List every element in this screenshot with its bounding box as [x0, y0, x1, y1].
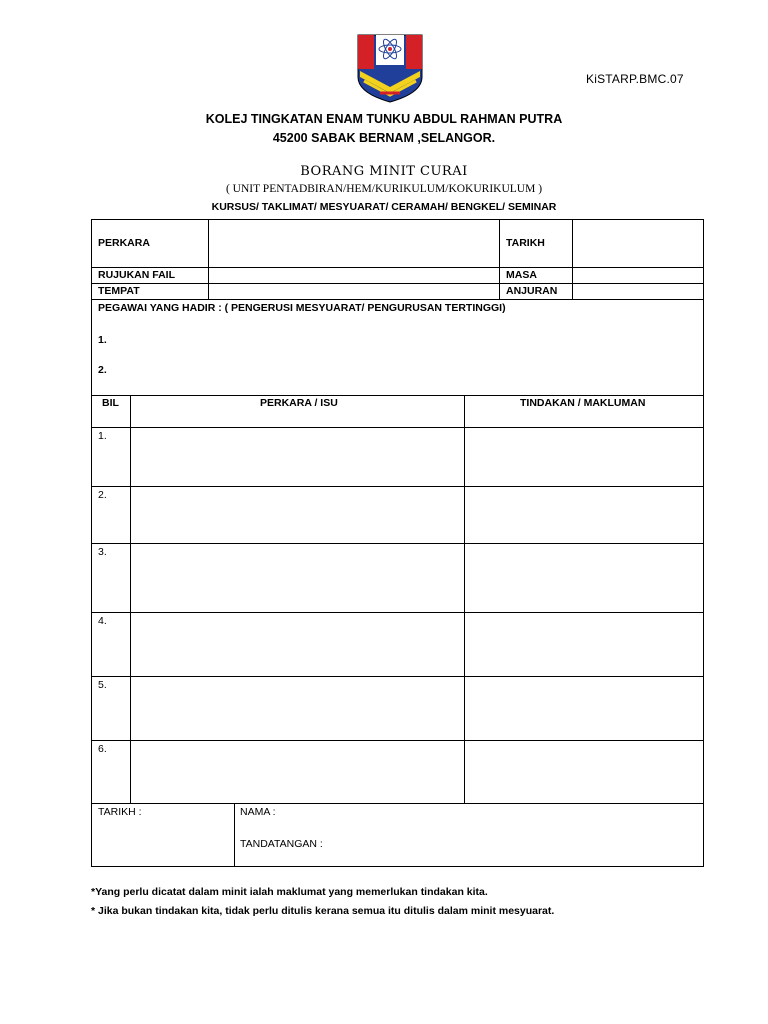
label-tarikh: TARIKH	[506, 237, 545, 249]
row-number: 1.	[98, 430, 107, 442]
college-name: KOLEJ TINGKATAN ENAM TUNKU ABDUL RAHMAN PUTRA	[205, 112, 563, 126]
attendee-item: 1.	[98, 334, 107, 346]
tempat-input-field[interactable]	[210, 284, 498, 298]
form-unit-line: ( UNIT PENTADBIRAN/HEM/KURIKULUM/KOKURIKULUM )	[225, 183, 543, 195]
document-reference-code: KiSTARP.BMC.07	[586, 72, 684, 86]
footer-tandatangan-label: TANDATANGAN :	[240, 838, 323, 850]
divider	[464, 395, 465, 803]
row-number: 5.	[98, 679, 107, 691]
divider	[130, 395, 131, 803]
rujukan-fail-input-field[interactable]	[210, 268, 498, 282]
footer-tarikh-label: TARIKH :	[98, 806, 142, 818]
minutes-form-table	[91, 219, 704, 867]
divider	[572, 220, 573, 300]
label-anjuran: ANJURAN	[506, 285, 558, 297]
divider	[92, 395, 703, 396]
divider	[92, 543, 703, 544]
divider	[208, 220, 209, 300]
anjuran-input-field[interactable]	[574, 284, 702, 298]
divider	[92, 486, 703, 487]
form-type-line: KURSUS/ TAKLIMAT/ MESYUARAT/ CERAMAH/ BENGKEL/ SEMINAR	[211, 201, 557, 213]
college-crest-logo	[356, 33, 424, 103]
column-header-perkara-isu: PERKARA / ISU	[260, 397, 338, 409]
attendee-item: 2.	[98, 364, 107, 376]
row-number: 4.	[98, 615, 107, 627]
divider	[92, 299, 703, 300]
row-number: 3.	[98, 546, 107, 558]
row-number: 2.	[98, 489, 107, 501]
divider	[92, 612, 703, 613]
form-title: BORANG MINIT CURAI	[300, 164, 468, 179]
label-perkara: PERKARA	[98, 237, 150, 249]
row-number: 6.	[98, 743, 107, 755]
divider	[92, 740, 703, 741]
divider	[92, 427, 703, 428]
masa-input-field[interactable]	[574, 268, 702, 282]
label-masa: MASA	[506, 269, 537, 281]
label-rujukan-fail: RUJUKAN FAIL	[98, 269, 176, 281]
label-tempat: TEMPAT	[98, 285, 140, 297]
note-line: * Jika bukan tindakan kita, tidak perlu ditulis kerana semua itu ditulis dalam minit mesyuarat.	[91, 905, 555, 917]
divider	[499, 220, 500, 300]
perkara-input-field[interactable]	[210, 221, 498, 266]
tarikh-input-field[interactable]	[574, 221, 702, 266]
divider	[92, 676, 703, 677]
column-header-tindakan-makluman: TINDAKAN / MAKLUMAN	[520, 397, 646, 409]
divider	[92, 803, 703, 804]
footer-nama-label: NAMA :	[240, 806, 276, 818]
divider	[234, 803, 235, 867]
college-address: 45200 SABAK BERNAM ,SELANGOR.	[272, 131, 496, 145]
note-line: *Yang perlu dicatat dalam minit ialah maklumat yang memerlukan tindakan kita.	[91, 886, 488, 898]
attendees-label: PEGAWAI YANG HADIR : ( PENGERUSI MESYUARAT/ PENGURUSAN TERTINGGI)	[98, 302, 506, 314]
column-header-bil: BIL	[102, 397, 119, 409]
